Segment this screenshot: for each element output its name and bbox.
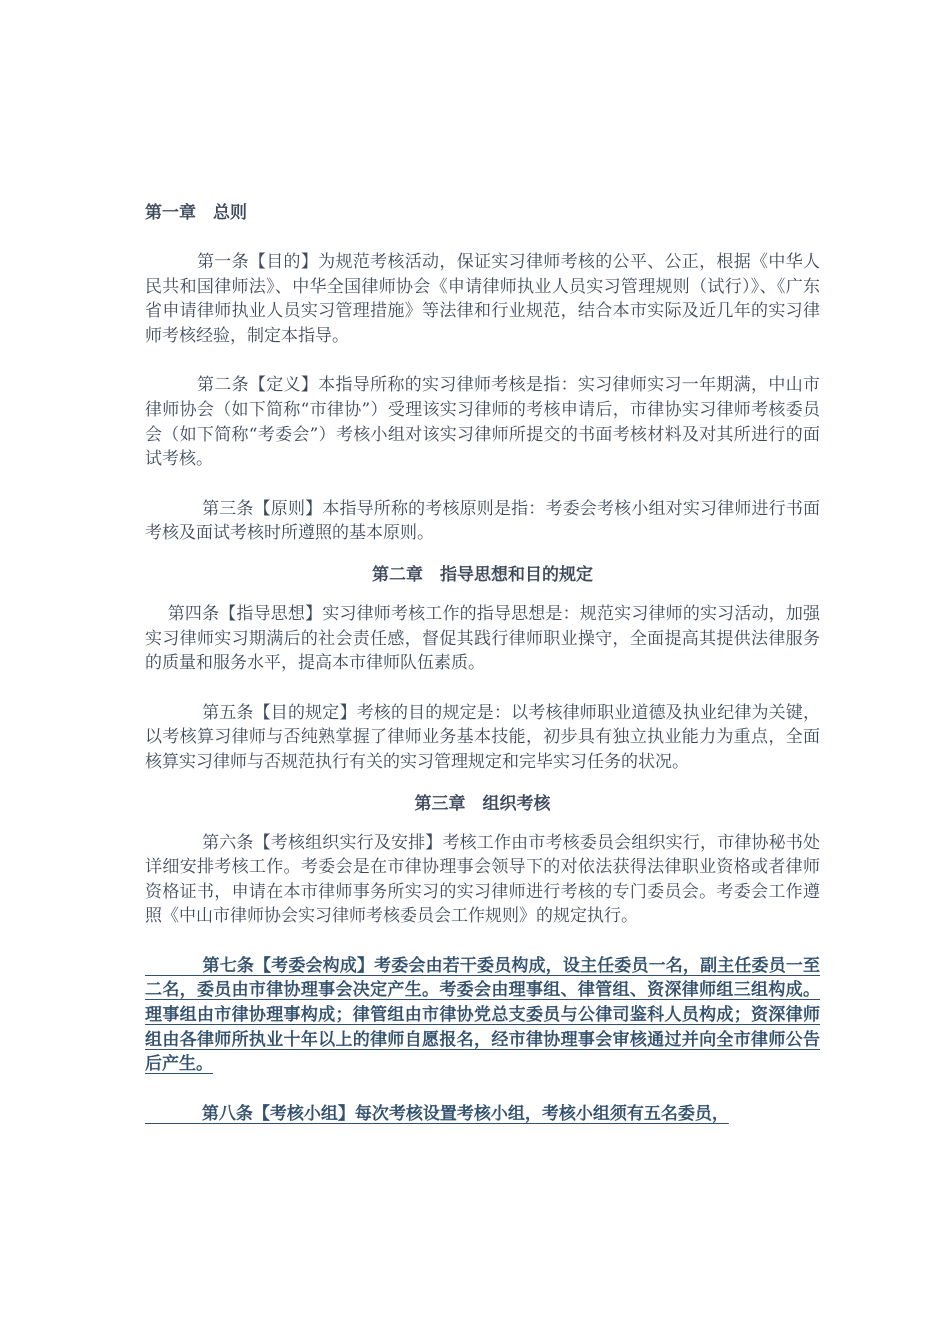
article-1: 第一条【目的】为规范考核活动，保证实习律师考核的公平、公正，根据《中华人民共和国律师法》、中华全国律师协会《申请律师执业人员实习管理规则（试行）》、《广东省申请律师执业人员实习管理措施》等法律和行业规范，结合本市实际及近几年的实习律师考核经验，制定本指导。 bbox=[145, 252, 821, 346]
document-page bbox=[145, 198, 820, 1126]
article-8-revised: 第八条【考核小组】每次考核设置考核小组，考核小组须有五名委员， bbox=[201, 1103, 729, 1124]
article-3: 第三条【原则】本指导所称的考核原则是指：考委会考核小组对实习律师进行书面考核及面试考核时所遵照的基本原则。 bbox=[145, 498, 821, 544]
chapter-3-heading: 第三章 组织考核 bbox=[414, 793, 551, 814]
article-5: 第五条【目的规定】考核的目的规定是：以考核律师职业道德及执业纪律为关键，以考核算习律师与否纯熟掌握了律师业务基本技能，初步具有独立执业能力为重点，全面核算实习律师与否规范执行有关的实习管理规定和完毕实习任务的状况。 bbox=[145, 702, 821, 772]
chapter-1-heading: 第一章 总则 bbox=[145, 203, 247, 223]
article-2: 第二条【定义】本指导所称的实习律师考核是指：实习律师实习一年期满，中山市律师协会（如下简称“市律协”）受理该实习律师的考核申请后，市律协实习律师考核委员会（如下简称“考委会”）考核小组对该实习律师所提交的书面考核材料及对其所进行的面试考核。 bbox=[145, 375, 821, 470]
chapter-2-heading: 第二章 指导思想和目的规定 bbox=[372, 564, 593, 585]
article-7-revised: 第七条【考委会构成】考委会由若干委员构成，设主任委员一名，副主任委员一至二名，委员由市律协理事会决定产生。考委会由理事组、律管组、资深律师组三组构成。理事组由市律协理事构成；律管组由市律协党总支委员与公律司鉴科人员构成；资深律师组由各律师所执业十年以上的律师自愿报名，经市律协理事会审核通过并向全市律师公告后产生。 bbox=[145, 955, 820, 1075]
article-6: 第六条【考核组织实行及安排】考核工作由市考核委员会组织实行，市律协秘书处详细安排考核工作。考委会是在市律协理事会领导下的对依法获得法律职业资格或者律师资格证书，申请在本市律师事务所实习的实习律师进行考核的专门委员会。考委会工作遵照《中山市律师协会实习律师考核委员会工作规则》的规定执行。 bbox=[145, 832, 821, 927]
article-4: 第四条【指导思想】实习律师考核工作的指导思想是：规范实习律师的实习活动，加强实习律师实习期满后的社会责任感，督促其践行律师职业操守，全面提高其提供法律服务的质量和服务水平，提高本市律师队伍素质。 bbox=[145, 603, 821, 674]
